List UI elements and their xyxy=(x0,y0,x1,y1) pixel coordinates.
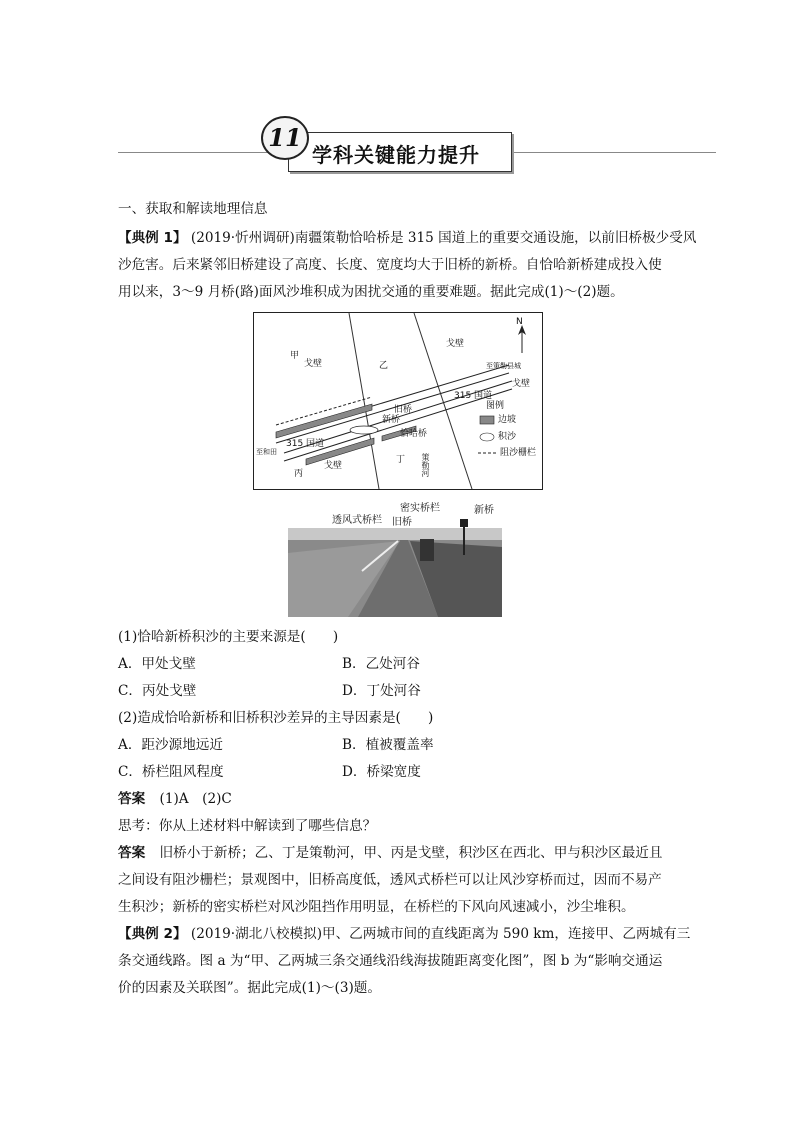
answer2-line-2: 之间设有阻沙栅栏；景观图中，旧桥高度低，透风式桥栏可以让风沙穿桥而过，因而不易产 xyxy=(118,872,662,888)
sand-deposit xyxy=(350,426,378,434)
q1-option-c: C．丙处戈壁 xyxy=(118,683,197,699)
label-ding: 丁 xyxy=(396,455,406,465)
answer1-text: (1)A (2)C xyxy=(159,791,232,807)
bridge-landscape-photo xyxy=(288,503,502,617)
example1-tag: 【典例 1】 xyxy=(118,230,187,246)
bridge-location-map xyxy=(253,312,543,490)
label-river: 策勒河 xyxy=(421,453,430,477)
example2-line-1 xyxy=(118,925,690,943)
answer1 xyxy=(118,790,232,808)
legend-fence: 阻沙栅栏 xyxy=(500,448,537,458)
label-to-west: 至和田 xyxy=(256,448,277,456)
label-jia: 甲 xyxy=(290,351,300,361)
photo-label-dense: 密实桥栏 xyxy=(400,503,440,514)
example2-line-3: 价的因素及关联图”。据此完成(1)～(3)题。 xyxy=(118,980,381,996)
think-prompt: 思考：你从上述材料中解读到了哪些信息？ xyxy=(118,818,377,834)
chapter-title: 学科关键能力提升 xyxy=(312,143,480,167)
answer2-line-1-text: 旧桥小于新桥；乙、丁是策勒河，甲、丙是戈壁，积沙区在西北、甲与积沙区最近且 xyxy=(159,845,663,861)
legend-sand-swatch xyxy=(480,433,494,441)
photo-label-permeable: 透风式桥栏 xyxy=(332,515,382,526)
old-road-edge-2 xyxy=(276,373,509,443)
label-gobi-bottom: 戈壁 xyxy=(324,461,343,471)
chapter-number-badge: 11 xyxy=(261,116,309,160)
q2-option-a: A．距沙源地远近 xyxy=(118,737,223,753)
photo-label-new: 新桥 xyxy=(474,505,494,516)
legend-sand: 积沙 xyxy=(498,432,517,442)
example2-tag: 【典例 2】 xyxy=(118,926,187,942)
section-title: 一、获取和解读地理信息 xyxy=(118,201,268,217)
label-road-bottom: 315 国道 xyxy=(286,439,325,449)
answer2-line-3: 生积沙；新桥的密实桥栏对风沙阻挡作用明显，在桥栏的下风向风速减小，沙尘堆积。 xyxy=(118,899,635,915)
north-label: N xyxy=(516,317,523,327)
q2-option-b: B．植被覆盖率 xyxy=(342,737,434,753)
label-gobi-top: 戈壁 xyxy=(446,339,465,349)
q1-option-d: D．丁处河谷 xyxy=(342,683,421,699)
legend-slope-swatch xyxy=(480,416,494,424)
example1-line-1 xyxy=(118,229,696,247)
q1-option-b: B．乙处河谷 xyxy=(342,656,420,672)
label-qiaha-bridge: 恰哈桥 xyxy=(400,429,428,439)
example2-line-1-text: (2019·湖北八校模拟)甲、乙两城市间的直线距离为 590 km，连接甲、乙两城有三 xyxy=(190,926,691,942)
label-gobi-top-left: 戈壁 xyxy=(304,359,323,369)
photo-dense-rail xyxy=(420,539,434,561)
answer1-label: 答案 xyxy=(118,791,146,807)
example1-line-1-text: (2019·忻州调研)南疆策勒恰哈桥是 315 国道上的重要交通设施，以前旧桥极少受风 xyxy=(190,230,697,246)
label-bing: 丙 xyxy=(294,469,304,479)
label-gobi-right: 戈壁 xyxy=(512,379,531,389)
label-old-bridge: 旧桥 xyxy=(394,405,413,415)
q1-stem: (1)恰哈新桥积沙的主要来源是( ) xyxy=(118,629,339,645)
answer2-label: 答案 xyxy=(118,845,146,861)
label-to-east: 至策勒县城 xyxy=(486,362,521,370)
example1-line-3: 用以来，3～9 月桥(路)面风沙堆积成为困扰交通的重要难题。据此完成(1)～(2)题。 xyxy=(118,284,624,300)
example2-line-2: 条交通线路。图 a 为“甲、乙两城三条交通线沿线海拔随距离变化图”，图 b 为“影响交通运 xyxy=(118,953,663,969)
river-bank-west xyxy=(349,313,379,489)
answer2-line-1 xyxy=(118,844,662,862)
example1-line-2: 沙危害。后来紧邻旧桥建设了高度、长度、宽度均大于旧桥的新桥。自恰哈新桥建成投入使 xyxy=(118,257,662,273)
q1-option-a: A．甲处戈壁 xyxy=(118,656,196,672)
label-road-top: 315 国道 xyxy=(454,391,493,401)
q2-option-d: D．桥梁宽度 xyxy=(342,764,421,780)
photo-label-old: 旧桥 xyxy=(392,517,412,528)
q2-option-c: C．桥栏阻风程度 xyxy=(118,764,224,780)
legend-slope: 边坡 xyxy=(498,415,517,425)
photo-sky xyxy=(288,528,502,540)
q2-stem: (2)造成恰哈新桥和旧桥积沙差异的主导因素是( ) xyxy=(118,710,434,726)
label-new-bridge: 新桥 xyxy=(382,415,401,425)
label-yi: 乙 xyxy=(379,361,389,371)
legend-title: 图例 xyxy=(486,401,505,411)
